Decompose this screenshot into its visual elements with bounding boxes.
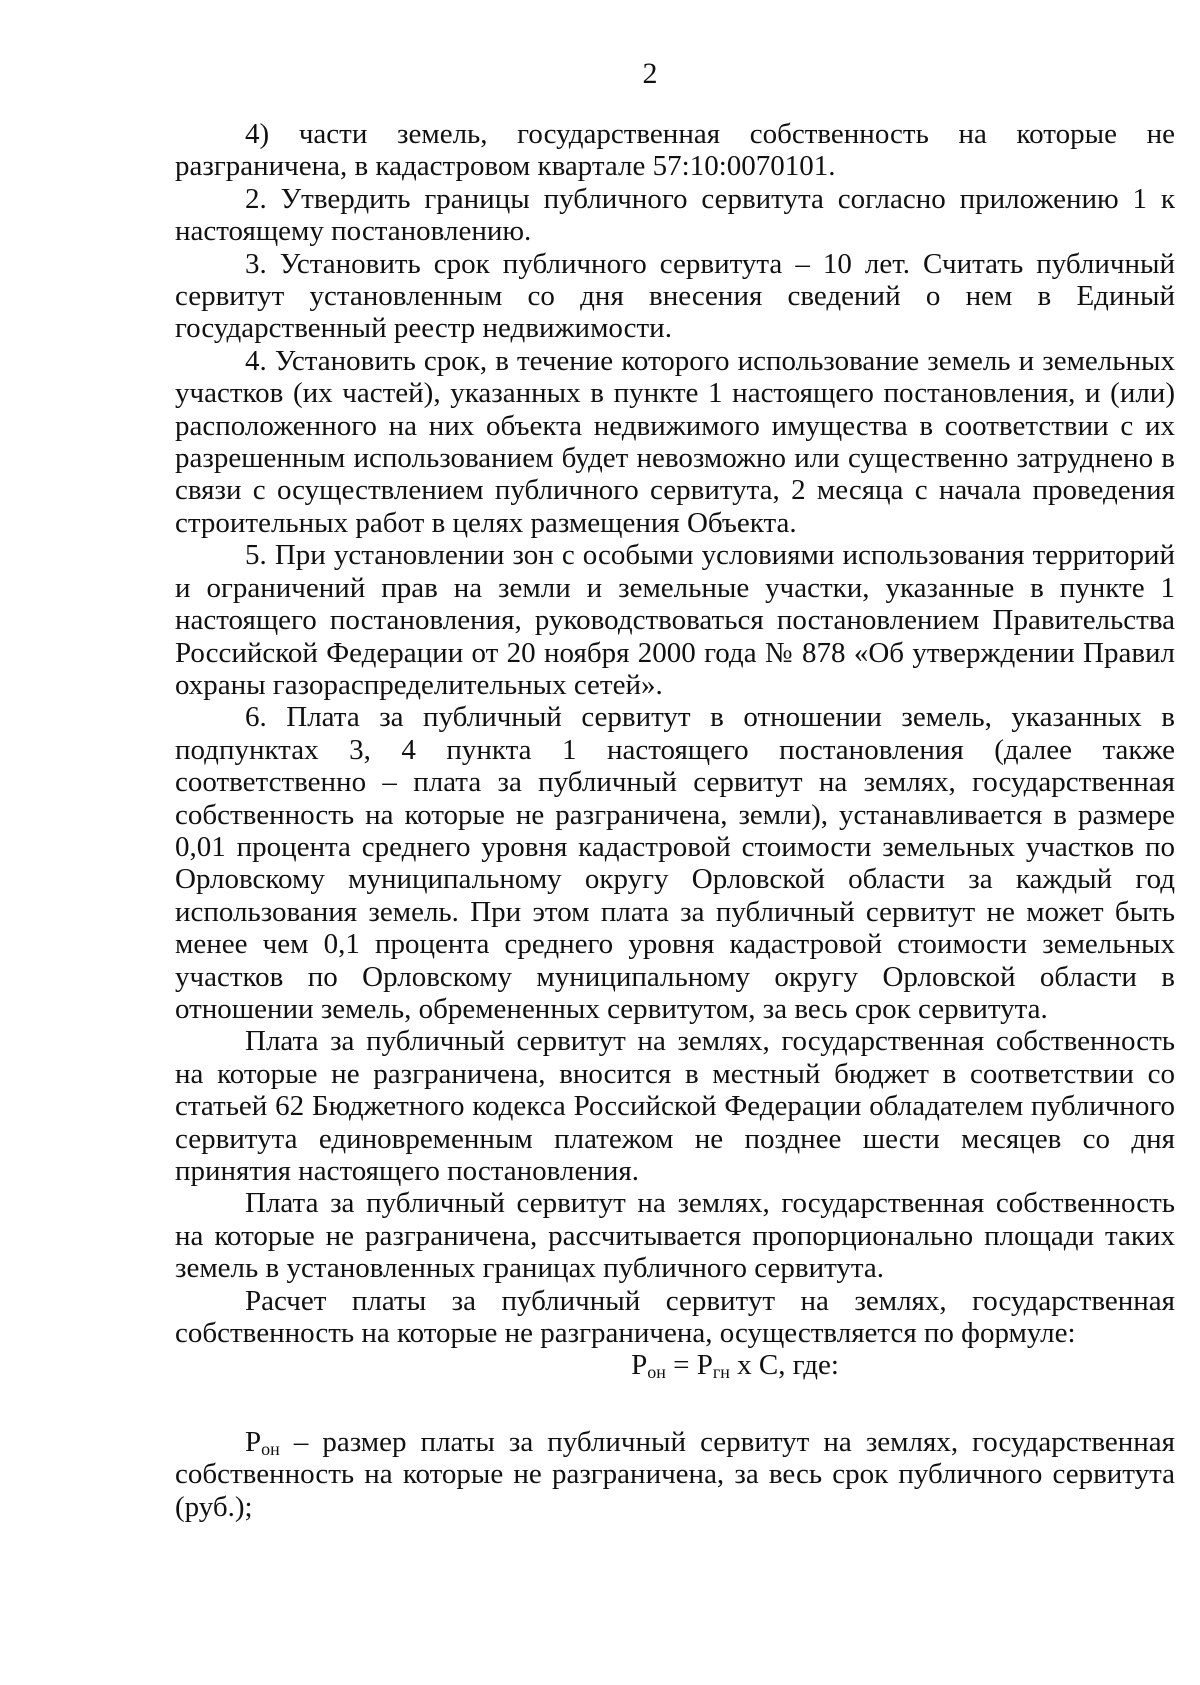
formula [175,1349,1175,1381]
spacer [175,1382,1175,1426]
page-number: 2 [642,57,658,90]
document-body [175,118,1175,1523]
definition-text: – размер платы за публичный сервитут на землях, государственная собственность на которые не разграничена, за весь срок публичного сервитута (руб.); [175,1425,1175,1523]
paragraph-clause-4: 4. Установить срок, в течение которого использование земель и земельных участков (их частей), указанных в пункте 1 настоящего постановления, и (или) расположенного на них объекта недвижимого имущества в соответствии с их разрешенным использованием будет невозможно или существенно затруднено в связи с осуществлением публичного сервитута, 2 месяца с начала проведения строительных работ в целях размещения Объекта. [175,344,1175,539]
formula-lhs-subscript: он [647,1362,666,1383]
formula-equals: = [665,1349,697,1382]
formula-rhs-symbol: P [696,1349,713,1382]
formula-rhs-subscript: гн [712,1362,730,1383]
paragraph-payment-proportional: Плата за публичный сервитут на землях, государственная собственность на которые не разграничена, рассчитывается пропорционально площади таких земель в установленных границах публичного сервитута. [175,1187,1175,1285]
paragraph-item-4: 4) части земель, государственная собственность на которые не разграничена, в кадастровом квартале 57:10:0070101. [175,118,1175,183]
definition-paragraph [175,1426,1175,1523]
paragraph-calculation-intro: Расчет платы за публичный сервитут на землях, государственная собственность на которые не разграничена, осуществляется по формуле: [175,1284,1175,1350]
paragraph-clause-5: 5. При установлении зон с особыми условиями использования территорий и ограничений прав на земли и земельные участки, указанные в пункте 1 настоящего постановления, руководствоваться постановлением Правительства Российской Федерации от 20 ноября 2000 года № 878 «Об утверждении Правил охраны газораспределительных сетей». [175,539,1175,701]
formula-tail: х С, где: [729,1349,839,1382]
paragraph-clause-6: 6. Плата за публичный сервитут в отношении земель, указанных в подпунктах 3, 4 пункта 1 настоящего постановления (далее также соответственно – плата за публичный сервитут на землях, государственная собственность на которые не разграничена, земли), устанавливается в размере 0,01 процента среднего уровня кадастровой стоимости земельных участков по Орловскому муниципальному округу Орловской области за каждый год использования земель. При этом плата за публичный сервитут не может быть менее чем 0,1 процента среднего уровня кадастровой стоимости земельных участков по Орловскому муниципальному округу Орловской области в отношении земель, обремененных сервитутом, за весь срок сервитута. [175,701,1175,1025]
definition-subscript: он [261,1438,280,1459]
paragraph-clause-3: 3. Установить срок публичного сервитута – 10 лет. Считать публичный сервитут установленным со дня внесения сведений о нем в Единый государственный реестр недвижимости. [175,247,1175,345]
formula-lhs-symbol: P [631,1349,648,1382]
paragraph-clause-2: 2. Утвердить границы публичного сервитута согласно приложению 1 к настоящему постановлению. [175,182,1175,248]
definition-symbol: P [245,1425,262,1458]
paragraph-payment-budget: Плата за публичный сервитут на землях, государственная собственность на которые не разграничена, вносится в местный бюджет в соответствии со статьей 62 Бюджетного кодекса Российской Федерации обладателем публичного сервитута единовременным платежом не позднее шести месяцев со дня принятия настоящего постановления. [175,1025,1175,1187]
